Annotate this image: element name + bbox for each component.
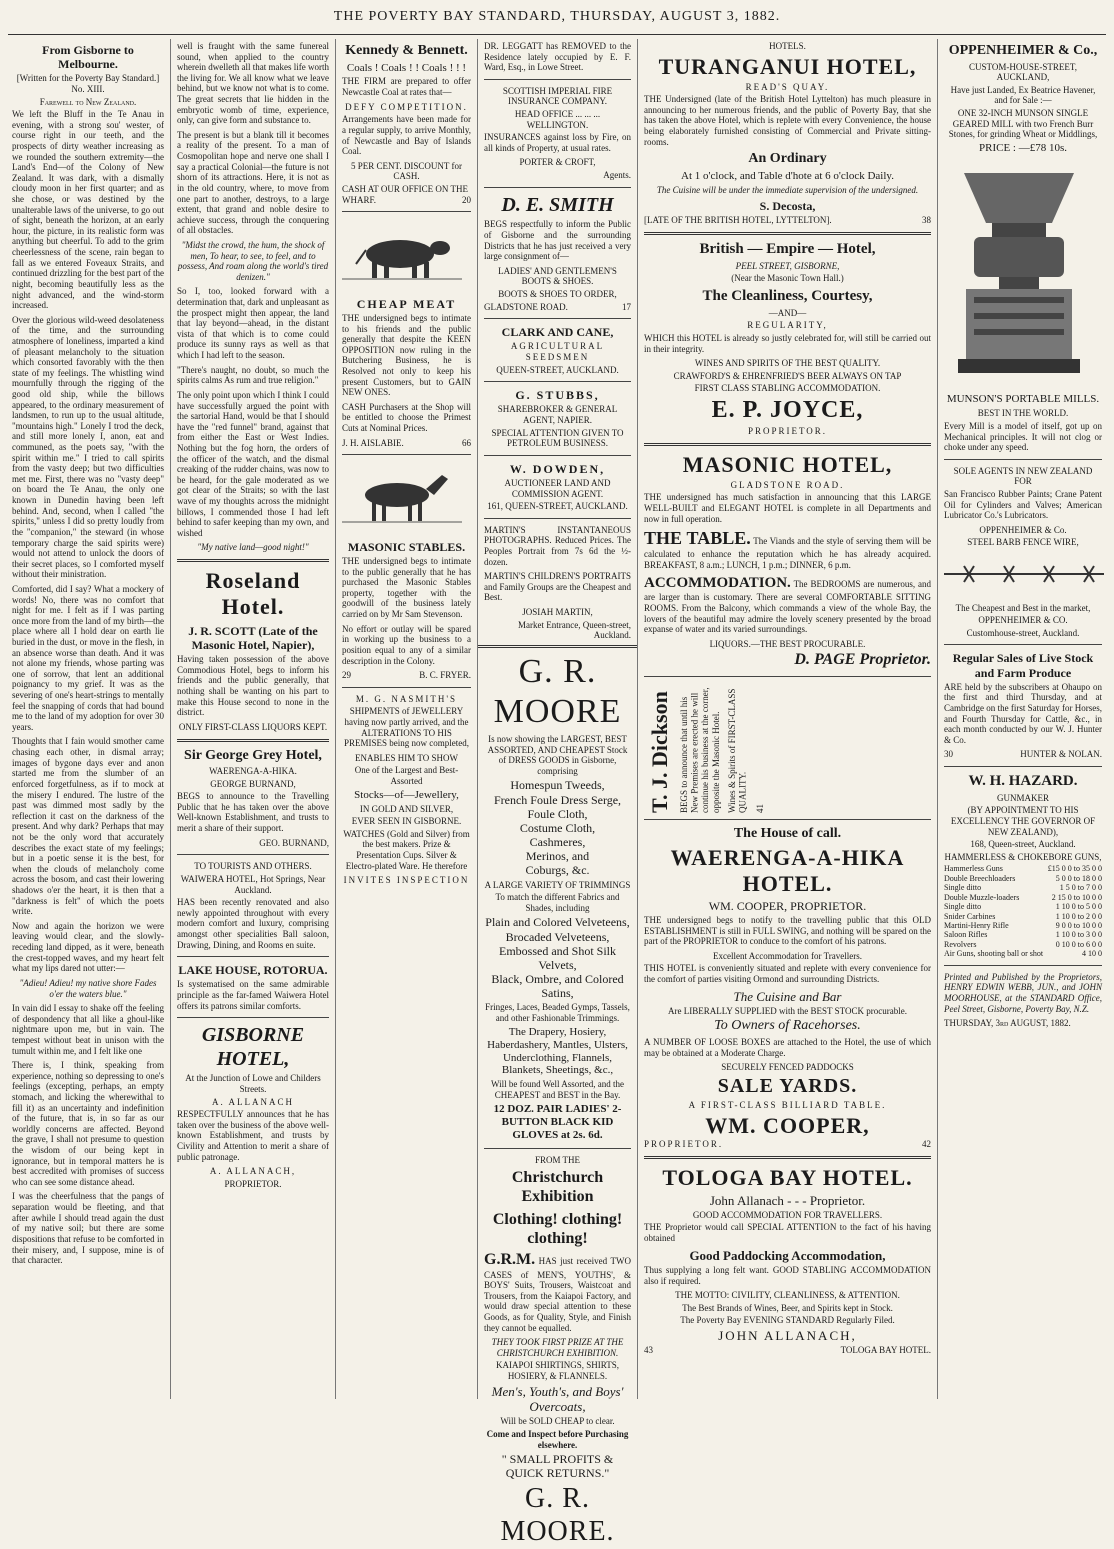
table-row <box>944 902 1102 911</box>
turanganui-body: THE Undersigned (late of the British Hotel Lyttelton) has much pleasure in announcing to her numerous friends, and the public of Poverty Bay, that she has taken the above Hotel, which is replete with every Convenience, the house being elaborately furnished consisting of Commercial and Private sitting-rooms. <box>644 94 931 147</box>
tologa-title: TOLOGA BAY HOTEL. <box>662 1164 913 1190</box>
divider <box>478 645 637 648</box>
divider <box>944 644 1102 645</box>
stubbs-title: G. STUBBS, <box>515 388 600 403</box>
gun-price: 2 15 0 to 10 0 0 <box>1051 892 1102 902</box>
gun-price: 1 10 0 to 3 0 0 <box>1055 930 1102 940</box>
cooper2-title: WM. COOPER, <box>705 1113 870 1139</box>
scottish-office: HEAD OFFICE ... ... ... WELLINGTON. <box>514 109 601 130</box>
divider <box>944 965 1102 966</box>
article-paragraph: "There's naught, no doubt, so much the spirits calms As rum and true religion." <box>177 364 329 386</box>
moore-fringes: Fringes, Laces, Beaded Gymps, Tassels, and other Fashionable Trimmings. <box>485 1002 630 1023</box>
article-subhead: Farewell to New Zealand. <box>39 96 137 107</box>
coals-body: Arrangements have been made for a regular supply, to arrive Monthly, of Newcastle and Bay of Islands Coal. <box>342 114 471 157</box>
newspaper-page <box>6 39 1108 1548</box>
clark-cane-title: CLARK AND CANE, <box>501 325 614 340</box>
column-ads-a: Kennedy & Bennett. Coals ! Coals ! ! Coals ! ! ! THE FIRM are prepared to offer Newcastle Coal at rates that— DEFY COMPETITION. Arrangements have been made for a regular supply, to arrive Monthly, of Newcastle and Bay of Islands Coal. 5 PER CENT. DISCOUNT for CASH. CASH AT OUR OFFICE ON THE WHARF. 20 CHEAP MEAT THE undersigned begs to intimate to his friends and the public generally that despite the KEEN OPPOSITION now ruling in the Butchering Business, he is Resolved not only to keep his present Customers, but to GAIN NEW ONES. CASH Purchasers at the Shop will be entitled to choose the Primest Cuts at Nominal Prices. J. H. AISLABIE. 66 MASONIC STABLES. THE undersigned begs to intimate to the public generally that he has purchased the Masonic Stables property, together with the goodwill of the business lately carried on by Mr Sam Stevenson. No effort or outlay will be spared in working up the business to a position equal to any of a similar description in the Colony. B. C. FRYER. 29 M. G. NASMITH'S SHIPMENTS of JEWELLERY having now partly arrived, and the ALTERATIONS TO HIS PREMISES being now completed, ENABLES HIM TO SHOW One of the Largest and Best-Assorted Stocks—of—Jewellery, IN GOLD AND SILVER, EVER SEEN IN GISBORNE. WATCHES (Gold and Silver) from the best makers. Prize & Presentation Cups. Silver & Electro-plated Ware. He therefore INVITES INSPECTION <box>336 39 478 1399</box>
gun-name: Hammerless Guns <box>944 864 1003 874</box>
opp3-addr: Customhouse-street, Auckland. <box>966 627 1080 638</box>
article-title: From Gisborne to Melbourne. <box>42 43 134 72</box>
owners-title: To Owners of Racehorses. <box>714 1018 861 1034</box>
moore-sold: Will be SOLD CHEAP to clear. <box>500 1416 615 1427</box>
dickson-num: 41 <box>754 804 765 814</box>
tologa-sig-sub: 43 TOLOGA BAY HOTEL. <box>644 1345 931 1356</box>
hammerless: HAMMERLESS & CHOKEBORE GUNS, <box>944 851 1102 862</box>
divider <box>944 766 1102 767</box>
cheap-meat-title: CHEAP MEAT <box>356 296 457 311</box>
porter-agents: Agents. <box>603 170 631 181</box>
roseland-hotel-title: Roseland Hotel. <box>205 568 301 619</box>
column-article <box>6 39 171 1399</box>
british-near: (Near the Masonic Town Hall.) <box>731 273 844 284</box>
porter-croft: PORTER & CROFT, <box>519 157 596 168</box>
nasmith-body: SHIPMENTS of JEWELLERY having now partly arrived, and the ALTERATIONS TO HIS PREMISES being now completed, <box>344 706 469 749</box>
gun-price: 4 10 0 <box>1082 949 1102 959</box>
masonic-stables-title: MASONIC STABLES. <box>347 539 466 554</box>
excellent-line: Excellent Accommodation for Travellers. <box>713 950 862 961</box>
cuisine2-sub: Are LIBERALLY SUPPLIED with the BEST STOCK procurable. <box>668 1005 907 1016</box>
good-acc: GOOD ACCOMMODATION FOR TRAVELLERS. <box>692 1209 883 1220</box>
martin-body: MARTIN'S CHILDREN'S PORTRAITS and Family Groups are the Cheapest and Best. <box>484 571 631 603</box>
moore-title: G. R. MOORE <box>493 652 622 730</box>
stabling-line: FIRST CLASS STABLING ACCOMMODATION. <box>694 383 881 394</box>
waiwera-title: WAIWERA HOTEL, Hot Springs, Near Auckland. <box>180 873 326 895</box>
article-paragraph: In vain did I essay to shake off the feeling of despondency that all like a ghoul-like nightmare upon me, but in vain. The tempest without beat in unison with the tumult within me, and I felt like one <box>12 1003 164 1056</box>
lake-house-title: LAKE HOUSE, ROTORUA. <box>178 963 328 978</box>
liquors-line: LIQUORS.—THE BEST PROCURABLE. <box>709 638 866 649</box>
sole-body: San Francisco Rubber Paints; Crane Patent Oil for Cylinders and Valves; American Lubricator Co.'s Lubricators. <box>944 488 1102 521</box>
dickson-wines: Wines & Spirits of FIRST-CLASS QUALITY. <box>727 688 748 814</box>
table-row <box>944 930 1102 939</box>
moore-drapery: The Drapery, Hosiery, Haberdashery, Mantles, Ulsters, Underclothing, Flannels, Blankets, Sheetings, &c., <box>487 1025 628 1077</box>
gun-price: £15 0 0 to 35 0 0 <box>1047 864 1102 874</box>
gun-name: Martini-Henry Rifle <box>944 921 1009 931</box>
moore-come: Come and Inspect before Purchasing elsewhere. <box>486 1428 629 1450</box>
coals-heading: Coals ! Coals ! ! Coals ! ! ! <box>346 61 467 74</box>
table-row <box>944 940 1102 949</box>
gun-price-table <box>944 864 1102 958</box>
gisborne-hotel-location: At the Junction of Lowe and Childers Streets. <box>185 1073 321 1094</box>
divider <box>342 687 471 688</box>
waerenga-title: WAERENGA-A-HIKA HOTEL. <box>670 844 905 896</box>
cheapest-market: The Cheapest and Best in the market, <box>955 602 1091 613</box>
cuisine-note: The Cuisine will be under the immediate supervision of the undersigned. <box>656 184 919 195</box>
moore-exhibition: Christchurch Exhibition <box>511 1169 604 1206</box>
moore-overcoats: Men's, Youth's, and Boys' Overcoats, <box>491 1383 624 1414</box>
divider <box>644 1156 931 1159</box>
best-world: BEST IN THE WORLD. <box>977 408 1069 419</box>
joyce-sub: PROPRIETOR. <box>747 426 828 437</box>
tologa-body: THE Proprietor would call SPECIAL ATTENTION to the fact of his having obtained <box>644 1222 931 1244</box>
nasmith-title: M. G. NASMITH'S <box>355 693 458 704</box>
roseland-note: ONLY FIRST-CLASS LIQUORS KEPT. <box>178 721 328 732</box>
martin-body: MARTIN'S INSTANTANEOUS PHOTOGRAPHS. Reduced Prices. The Peoples Portrait from 7s 6d the ½-dozen. <box>484 524 631 567</box>
moore-intro: Is now showing the LARGEST, BEST ASSORTED, AND CHEAPEST Stock of DRESS GOODS in Gisborne, comprising <box>487 734 628 776</box>
divider <box>484 187 631 188</box>
moore-items: Homespun Tweeds, French Foule Dress Serge, Foule Cloth, Costume Cloth, Cashmeres, Merinos, and Coburgs, &c. <box>493 778 622 878</box>
stubbs-special: SPECIAL ATTENTION GIVEN TO PETROLEUM BUSINESS. <box>491 427 624 449</box>
cleanliness-title: The Cleanliness, Courtesy, <box>702 287 873 304</box>
scottish-title: SCOTTISH IMPERIAL FIRE INSURANCE COMPANY. <box>502 85 613 107</box>
clark-cane-sub: AGRICULTURAL SEEDSMEN <box>510 341 605 362</box>
moore-signature: G. R. MOORE. <box>500 1483 615 1548</box>
opp-title: OPPENHEIMER & Co., <box>948 43 1098 58</box>
regularity: REGULARITY, <box>747 320 828 331</box>
imprint: Printed and Published by the Proprietors, HENRY EDWIN WEBB, JUN., and JOHN MOORHOUSE, at the STANDARD Office, Peel Street, Gisborne, Poverty Bay, N.Z. <box>944 971 1102 1014</box>
opp2: OPPENHEIMER & Co. <box>979 524 1067 535</box>
dowden-sub: AUCTIONEER LAND AND COMMISSION AGENT. <box>504 477 611 499</box>
decosta-sub: [LATE OF THE BRITISH HOTEL, LYTTELTON]. 38 <box>644 215 931 226</box>
turanganui-title: TURANGANUI HOTEL, <box>658 53 917 79</box>
dowden-addr: 161, QUEEN-STREET, AUCKLAND. <box>487 501 628 512</box>
divider <box>484 79 631 80</box>
moore-gloves: 12 DOZ. PAIR LADIES' 2-BUTTON BLACK KID GLOVES at 2s. 6d. <box>493 1102 622 1141</box>
regular-sales-title: Regular Sales of Live Stock and Farm Produce <box>952 651 1094 680</box>
masonic-stables-body: No effort or outlay will be spared in working up the business to a position equal to any of a similar description in the Colony. <box>342 623 471 666</box>
divider <box>644 232 931 235</box>
moore-from: FROM THE <box>534 1154 581 1165</box>
hotels-heading: HOTELS. <box>769 41 806 51</box>
whh-title: W. H. HAZARD. <box>968 773 1078 790</box>
imprint-date: THURSDAY, 3rd AUGUST, 1882. <box>944 1018 1071 1029</box>
gun-name: Snider Carbines <box>944 911 996 921</box>
table-row <box>944 874 1102 883</box>
gun-name: Single ditto <box>944 883 982 893</box>
article-paragraph: I was the cheerfulness that the pangs of separation would be fleeting, and that after awhile I should tread again the dust of my native soil; but there are some dispositions that refuse to be comforted in their misery, and, I suppose, mine is of that character. <box>12 1191 164 1266</box>
masonic-title: MASONIC HOTEL, <box>682 451 893 477</box>
smith-ladies: LADIES' AND GENTLEMEN'S BOOTS & SHOES. <box>498 265 617 287</box>
nasmith-invites: INVITES INSPECTION <box>343 875 470 886</box>
divider <box>484 318 631 319</box>
divider <box>342 454 471 455</box>
moore-ad <box>478 652 637 1549</box>
gun-name: Saloon Rifles <box>944 930 988 940</box>
appointment: (BY APPOINTMENT TO HIS EXCELLENCY THE GOVERNOR OF NEW ZEALAND), <box>950 805 1096 837</box>
sole-agents: SOLE AGENTS IN NEW ZEALAND FOR <box>953 465 1093 487</box>
table-body: THE TABLE. The Viands and the style of serving them will be calculated to enhance the reputation which he has already acquired. BREAKFAST, 8 a.m.; LUNCH, 1 p.m.; DINNER, 6 p.m. <box>644 528 931 571</box>
munson-title: MUNSON'S PORTABLE MILLS. <box>946 393 1100 406</box>
whh-addr: 168, Queen-street, Auckland. <box>970 839 1076 850</box>
fryer-line: B. C. FRYER. 29 <box>342 670 471 681</box>
paddock-body: Thus supplying a long felt want. GOOD STABLING ACCOMMODATION also if required. <box>644 1265 931 1286</box>
dickson-ad <box>644 683 931 813</box>
opp-mill-desc: ONE 32-INCH MUNSON SINGLE GEARED MILL with two French Burr Stones, for grinding Wheat or Middlings, <box>948 107 1098 140</box>
divider <box>177 559 329 562</box>
martin-title: JOSIAH MARTIN, <box>522 607 593 617</box>
masthead: THE POVERTY BAY STANDARD, THURSDAY, AUGUST 3, 1882. <box>8 0 1106 35</box>
divider <box>944 459 1102 460</box>
nasmith-stocks: Stocks—of—Jewellery, <box>354 788 459 801</box>
table-row <box>944 864 1102 873</box>
article-paragraph: well is fraught with the same funereal sound, when applied to the country wherein dwelleth all that makes life worth the living for. We all know what we leave behind, but we know not what is to come. The great secrets that lie hidden in the embryotic womb of time, experience, only, can give form and substance to. <box>177 41 329 126</box>
grey-hotel-owner: GEORGE BURNAND, <box>210 778 296 789</box>
scottish-body: INSURANCES against loss by Fire, on all kinds of Property, at usual rates. <box>484 132 631 153</box>
regular-sales-body: ARE held by the subscribers at Ohaupo on the first and third Thursday, and at Cambridge on the first Saturday for Horses, and Fourth Thursday for Cattle, &c., in each month conducted by our W. J. Hunter & Co. <box>944 681 1102 745</box>
tologa-signature: JOHN ALLANACH, <box>718 1328 857 1344</box>
discount: 5 PER CENT. DISCOUNT for CASH. <box>351 160 462 182</box>
horse-illustration-icon <box>342 467 462 527</box>
paddocks: SECURELY FENCED PADDOCKS <box>721 1062 854 1073</box>
column-article-ads <box>171 39 336 1399</box>
opp-addr: CUSTOM-HOUSE-STREET, AUCKLAND, <box>969 61 1077 83</box>
moore-kaiapoi: KAIAPOI SHIRTINGS, SHIRTS, HOSIERY, & FLANNELS. <box>496 1360 619 1382</box>
gun-name: Air Guns, shooting ball or shot <box>944 949 1044 959</box>
divider <box>177 739 329 742</box>
cow-illustration-icon <box>342 224 462 284</box>
grey-hotel-location: WAERENGA-A-HIKA. <box>209 766 297 777</box>
divider <box>177 1017 329 1018</box>
turanganui-sub: READ'S QUAY. <box>745 81 830 92</box>
decosta-title: S. Decosta, <box>759 199 816 214</box>
article-quote: "Adieu! Adieu! my native shore Fades o'er the waters blue." <box>19 977 157 999</box>
column-wide-group <box>478 39 638 1548</box>
cheap-meat-body: THE undersigned begs to intimate to his friends and the public generally that despite the KEEN OPPOSITION now ruling in the Butchering Business, he is Resolved not only to keep his present Customers, but to GAIN NEW ONES. <box>342 312 471 398</box>
wines-line: WINES AND SPIRITS OF THE BEST QUALITY. <box>694 358 881 369</box>
aislabie-line: J. H. AISLABIE. 66 <box>342 437 471 448</box>
steel-wire: STEEL BARB FENCE WIRE, <box>967 537 1079 548</box>
kennedy-bennett-title: Kennedy & Bennett. <box>345 43 468 58</box>
divider <box>644 443 931 446</box>
divider <box>484 381 631 382</box>
munson-body: Every Mill is a model of itself, got up on Mechanical principles. It will not clog or choke under any speed. <box>944 420 1102 453</box>
smith-gladstone: GLADSTONE ROAD. 17 <box>484 301 631 312</box>
coals-body: THE FIRM are prepared to offer Newcastle Coal at rates that— <box>342 76 471 98</box>
ordinary-title: An Ordinary <box>748 151 827 167</box>
moore-small-profits: " SMALL PROFITS & QUICK RETURNS." <box>501 1452 614 1481</box>
article-paragraph: There is, I think, speaking from experience, nothing so depressing to one's feelings (excepting, perhaps, an empty stomach, and licking the wherewithal to fill it) as an uncertainty and indefinition of the future, that is, in so far as our worldly concerns are affected. Beyond the grave, I shall not presume to question the wisdom of our being kept in ignorance, but in temporal matters he is best accredited with promises of success who can see some distance ahead. <box>12 1060 164 1187</box>
page-proprietor: D. PAGE Proprietor. <box>794 651 931 669</box>
gun-price: 1 5 0 to 7 0 0 <box>1059 883 1102 893</box>
best-brands: The Best Brands of Wines, Beer, and Spirits kept in Stock. <box>682 1302 893 1313</box>
nasmith-even: EVER SEEN IN GISBORNE. <box>351 816 462 827</box>
gun-price: 0 10 0 to 6 0 0 <box>1055 939 1102 949</box>
owners-body: A NUMBER OF LOOSE BOXES are attached to the Hotel, the use of which may be obtained at a Moderate Charge. <box>644 1037 931 1058</box>
which-body: WHICH this HOTEL is already so justly celebrated for, will still be carried out in their integrity. <box>644 332 931 354</box>
divider <box>644 819 931 820</box>
divider <box>644 676 931 677</box>
wharf-line: CASH AT OUR OFFICE ON THE WHARF. 20 <box>342 183 471 205</box>
roseland-body: Having taken possession of the above Commodious Hotel, begs to inform his friends and the public generally, that nothing shall be wanting on his part to make this House second to none in the district. <box>177 654 329 718</box>
tourists-heading: TO TOURISTS AND OTHERS. <box>194 861 312 872</box>
cooper-title: WM. COOPER, PROPRIETOR. <box>708 898 867 913</box>
divider <box>484 1148 631 1149</box>
gun-name: Double Breechloaders <box>944 873 1016 883</box>
moore-grm-body: G.R.M. HAS just received TWO CASES of MEN'S, YOUTHS', & BOYS' Suits, Trousers, Waistcoat and Trousers, from the Kaiapoi Factory, and would draw special attention to these Goods, as for Quality, Style, and Finish they cannot be equalled. <box>484 1250 631 1333</box>
dowden-title: W. DOWDEN, <box>509 461 606 476</box>
table-row <box>944 893 1102 902</box>
opp-body: Have just Landed, Ex Beatrice Havener, and for Sale :— <box>950 84 1096 106</box>
leggatt-notice: DR. LEGGATT has REMOVED to the Residence lately occupied by E. F. Ward, Esq., in Lowe Street. <box>484 41 631 73</box>
cooper-body: THE undersigned begs to notify to the travelling public that this OLD ESTABLISHMENT is still in FULL SWING, and nothing will be spared on the part of the PROPRIETOR to conduce to the comfort of his patrons. <box>644 914 932 947</box>
smith-order: BOOTS & SHOES TO ORDER, <box>498 288 617 299</box>
article-paragraph: Over the glorious wild-weed desolateness of the time, and the surrounding atmosphere of loneliness, imparted a kind of pleasant melancholy to the situation which consorted favorably with the then state of my feelings. The whistling wind mournfully through the rigging of the good old ship, while the billows appeared, to the ordinary measurement of landsmen, to run up to the usual altitude, "mountains high." Lonely I trod the deck, and still more lonely I, anon, eat and communed, as the poets say, "with the spirit within me." I tried to call spirits from the vasty deep; but two difficulties met me. First, there was no "vasty deep" on board the Te Anau, the only one known in Dunedin having been left behind. And, second, when I called "the spirits," unless I did so pretty loudly from the "companion," the steward (in whose temporary charge the said spirits were) would not attend to unlock the doors of their secret places, so I comforted myself without their ministration. <box>12 314 164 580</box>
nasmith-watches: WATCHES (Gold and Silver) from the best makers. Prize & Presentation Cups. Silver & Electro-plated Ware. He therefore <box>343 828 470 871</box>
house-of-call: The House of call. <box>733 826 842 842</box>
moore-match: To match the different Fabrics and Shades, including <box>495 892 620 913</box>
moore-velvets: Plain and Colored Velveteens, Brocaded Velveteens, Embossed and Shot Silk Velvets, Black, Ombre, and Colored Satins, <box>485 915 630 1001</box>
grey-hotel-signature: GEO. BURNAND, <box>259 837 329 848</box>
upper-row <box>478 39 637 641</box>
gun-price: 1 10 0 to 2 0 0 <box>1055 911 1102 921</box>
clark-cane-addr: QUEEN-STREET, AUCKLAND. <box>496 364 619 375</box>
billiard: A FIRST-CLASS BILLIARD TABLE. <box>688 1100 887 1111</box>
gisborne-hotel-body: RESPECTFULLY announces that he has taken over the business of the above well-known Establishment, and trusts by Civility and Attention to merit a share of public patronage. <box>177 1109 329 1162</box>
moore-cheapest: Will be found Well Assorted, and the CHEAPEST and BEST in the Bay. <box>491 1079 624 1101</box>
cheap-meat-body: CASH Purchasers at the Shop will be entitled to choose the Primest Cuts at Nominal Prices. <box>342 401 471 434</box>
divider <box>177 956 329 957</box>
roseland-owner: J. R. SCOTT (Late of the Masonic Hotel, Napier), <box>188 623 318 653</box>
allanach-line: John Allanach - - - Proprietor. <box>709 1192 866 1208</box>
gisborne-hotel-title: GISBORNE HOTEL, <box>201 1024 305 1070</box>
article-paragraph: The only point upon which I think I could have successfully argued the point with the sartorial Hand, would be that I should have the "red funnel" brand, against that from either the East or West Indies. Nothing but the fog horn, the orders of the officer of the watch, and the dismal creaking of the rudder chains, was now to be heard, for the gale moderated as we got clear of the Straits; so with the last wave of my thoughts across the midnight billows, I commended those I had left behind to safer keeping than my own, and wished <box>177 389 329 538</box>
divider <box>484 518 631 519</box>
lake-house-body: Is systematised on the same admirable principle as the far-famed Waiwera Hotel offers its patrons similar comforts. <box>177 979 329 1011</box>
hotel-conv: THIS HOTEL is conveniently situated and replete with every convenience for the comfort of parties visiting Ormond and surrounding Districts. <box>644 963 931 984</box>
article-quote: "My native land—good night!" <box>197 542 309 553</box>
grey-hotel-body: BEGS to announce to the Travelling Public that he has taken over the above Well-known Establishment, and trusts to merit a share of their support. <box>177 791 329 834</box>
masonic-body: THE undersigned has much satisfaction in announcing that this LARGE WELL-BUILT and ELEGANT HOTEL is complete in all Departments and now in full operation. <box>644 492 931 524</box>
smith-title: D. E. SMITH <box>501 193 614 216</box>
stubbs-sub: SHAREBROKER & GENERAL AGENT, NAPIER. <box>497 404 618 425</box>
gun-price: 9 0 0 to 10 0 0 <box>1055 921 1102 931</box>
joyce-title: E. P. JOYCE, <box>711 396 864 423</box>
gun-name: Revolvers <box>944 939 977 949</box>
martin-addr: Market Entrance, Queen-street, Auckland. <box>518 619 631 641</box>
gisborne-hotel-signature: A. ALLANACH, <box>209 1166 297 1177</box>
acc-body: ACCOMMODATION. The BEDROOMS are numerous, and are larger than is customary. There are several COMFORTABLE SITTING ROOMS. From the Balcony, which commands a view of the whole Bay, the lovers of the beautiful may admire the lovely scenery presented by the broad expanse of water and its varied surroundings. <box>644 574 931 635</box>
article-paragraph: So I, too, looked forward with a determination that, dark and unpleasant as the prospect might then appear, the land that lay beyond—ahead, in the distant vista of that which is to come could produce its sunny rays as well as that which I had left to the season. <box>177 286 329 361</box>
british-addr: PEEL STREET, GISBORNE, <box>735 260 840 271</box>
column-ads-b <box>478 39 637 641</box>
column-oppenheimer <box>938 39 1108 1399</box>
mill-illustration-icon <box>944 163 1094 383</box>
opp3: OPPENHEIMER & CO. <box>978 615 1068 626</box>
masonic-stables-body: THE undersigned begs to intimate to the public generally that he has purchased the Masonic Stables property, together with the goodwill of the business lately carried on by Mr Sam Stevenson. <box>342 556 471 620</box>
waiwera-body: HAS been recently renovated and also newly appointed throughout with every modern comfort and luxury, comprising amongst other specialities Ball saloon, Drawing, Dining, and Rooms en suite. <box>177 897 329 950</box>
article-paragraph: The present is but a blank till it becomes a reality of the present. To a man of Cosmopolitan hope and nerve one shall I say a practical Colonial—the future is not shorn of its attractions. Here, it is not as in the old country, where, to move from one part to another, destroys, to a large extent, that grand and noble desire to achieve success, through the conquering of all obstacles. <box>177 129 329 236</box>
article-byline: [Written for the Poverty Bay Standard.] No. XIII. <box>16 73 160 94</box>
table-row <box>944 912 1102 921</box>
dickson-body: BEGS to announce that until his New Premises are erected he will continue his business at the corner, opposite the Masonic Hotel. <box>678 687 721 814</box>
paddocking-title: Good Paddocking Accommodation, <box>689 1247 886 1263</box>
opp-price: PRICE : —£78 10s. <box>978 141 1067 154</box>
table-row <box>944 949 1102 958</box>
article-paragraph: Comforted, did I say? What a mockery of words! No, there was no comfort that night for me. I felt as if I was parting once more from the land of my birth—the place where all I hold dear on earth lie buried in the dust, or move in the flesh, in an absence worse than death. And it was not alone my friends, whose parting was one of sorrow, that lent an additional poignancy to my grief. It was as the severing of one's heart-strings to mentally feel the snapping of cords that had bound me to the land of my adoption for over 30 years. <box>12 583 164 732</box>
gun-name: Single ditto <box>944 902 982 912</box>
divider <box>177 854 329 855</box>
standard-filed: The Poverty Bay EVENING STANDARD Regularly Filed. <box>680 1315 895 1326</box>
cleanliness-and: —AND— <box>768 307 807 318</box>
dickson-title: T. J. Dickson <box>647 691 672 814</box>
article-paragraph: Thoughts that I fain would smother came chasing each other, in dismal array; images of bygone days ever and anon started me from the slumber of an enforced forgetfulness, as if to mock at the misery I endured. The lustre of the past was dimmed most sadly by the reflection it cast on the darkness of the present. And why dark? Perhaps that may not be the only word that accurately describes the exact state of my feelings; but in a poetic sense it is the best, for when the clouds of melancholy come across the bosom, and cast their lowering shadows o'er the heart, it is then that a "darkness is felt" of which the poets write. <box>12 736 164 917</box>
article-paragraph: We left the Bluff in the Te Anau in evening, with a strong sou' wester, of course right in our teeth, and the prospects of dirty weather increasing as we rounded the southern extremity—the Land's End—of the Colony of New Zealand. It was dark, with a dismally cloudy moon in her first quarter; and as she chose, or was destined by the unalterable laws of the universe, to go out of sight, beneath the horizon, at an early hour, the picture, in its realistic form was anything but cheerful. To add to the grim cheerlessness of the scene, rain began to fall as we entered Foveaux Straits, and continued drizzling for the best part of the night, becoming beautifully less as the night advanced, and the wind-storm increased. <box>12 109 164 311</box>
motto: THE MOTTO: CIVILITY, CLEANLINESS, & ATTENTION. <box>675 1290 900 1301</box>
crawford-line: CRAWFORD'S & EHRENFRIED'S BEER ALWAYS ON TAP <box>673 370 902 381</box>
gisborne-hotel-proprietor: PROPRIETOR. <box>224 1178 282 1189</box>
table-row <box>944 883 1102 892</box>
moore-trimmings: A LARGE VARIETY OF TRIMMINGS <box>484 879 631 890</box>
table-row <box>944 921 1102 930</box>
nasmith-enables: ENABLES HIM TO SHOW <box>355 752 458 763</box>
ordinary-sub: At 1 o'clock, and Table d'hote at 6 o'clock Daily. <box>681 169 894 182</box>
smith-body: BEGS respectfully to inform the Public of Gisborne and the surrounding Districts that he has just received a very large consignment of— <box>484 219 631 262</box>
column-hotels <box>638 39 938 1399</box>
gisborne-hotel-owner: A. ALLANACH <box>212 1096 294 1107</box>
masonic-addr: GLADSTONE ROAD. <box>730 479 845 490</box>
cuisine2-title: The Cuisine and Bar <box>733 988 842 1004</box>
sale-yards: SALE YARDS. <box>717 1074 858 1097</box>
barbed-wire-icon <box>944 556 1104 592</box>
moore-prize: THEY TOOK FIRST PRIZE AT THE CHRISTCHURCH EXHIBITION. <box>491 1337 624 1358</box>
gunmaker: GUNMAKER <box>996 792 1049 803</box>
divider <box>484 455 631 456</box>
gun-name: Double Muzzle-loaders <box>944 892 1020 902</box>
divider <box>342 211 471 212</box>
defy-competition: DEFY COMPETITION. <box>345 101 468 112</box>
hunter-nolan: 30 HUNTER & NOLAN. <box>944 749 1102 760</box>
grey-hotel-title: Sir George Grey Hotel, <box>184 747 322 763</box>
cooper2-sub: PROPRIETOR. 42 <box>644 1138 931 1149</box>
gun-price: 1 10 0 to 5 0 0 <box>1055 902 1102 912</box>
moore-clothing: Clothing! clothing! clothing! <box>492 1210 623 1247</box>
british-title: British — Empire — Hotel, <box>699 241 876 258</box>
article-paragraph: Now and again the horizon we were leaving would clear, and the slowly-receding land dipped, as it were, beneath the crest-topped waves, and my heart felt what my lips dared not utter:— <box>12 920 164 974</box>
gun-price: 5 0 0 to 18 0 0 <box>1055 873 1102 883</box>
article-verse: "Midst the crowd, the hum, the shock of men, To hear, to see, to feel, and to possess, And roam along the world's tired denizen." <box>177 239 329 282</box>
